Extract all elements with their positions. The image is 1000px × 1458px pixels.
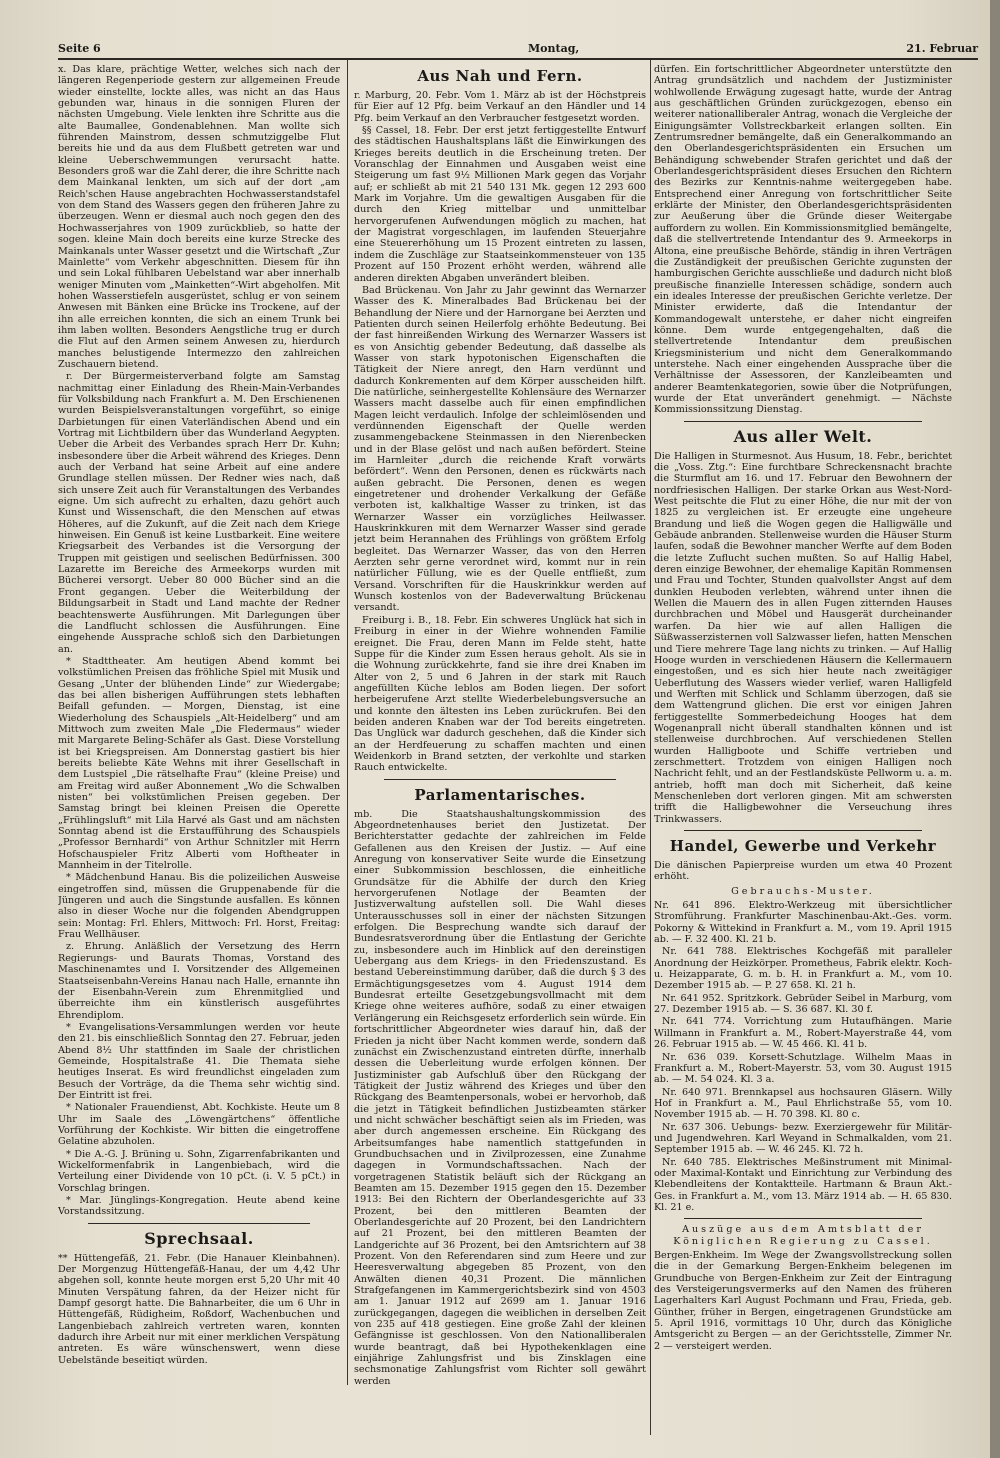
column-divider — [650, 60, 651, 1435]
article-maedchenbund: * Mädchenbund Hanau. Bis die polizeilichen Ausweise eingetroffen sind, müssen die Gruppenabende für die Jüngeren und auch die Singstunde ausfallen. Es können also in dieser Woche nur die folgenden Abendgruppen sein: Montag: Frl. Ehlers, Mittwoch: Frl. Horst, Freitag: Frau Wellhäuser. — [58, 872, 340, 941]
article-evangelisation: * Evangelisations-Versammlungen werden vor heute den 21. bis einschließlich Sonntag den 27. Februar, jeden Abend 8½ Uhr stattfinden im Saale der christlichen Gemeinde, Hospitalstraße 41. Die Themata siehe heutiges Inserat. Es wird freundlichst eingeladen zum Besuch der Vorträge, da die Thema sehr wichtig sind. Der Eintritt ist frei. — [58, 1021, 340, 1101]
patent-entry: Nr. 641 896. Elektro-Werkzeug mit übersichtlicher Stromführung. Frankfurter Maschinenbau-Akt.-Ges. vorm. Pokorny & Wittekind in Frankfurt a. M., vom 19. April 1915 ab. — F. 32 400. Kl. 21 b. — [654, 900, 952, 946]
header-rule — [58, 58, 978, 60]
article-stadttheater: * Stadttheater. Am heutigen Abend kommt bei volkstümlichen Preisen das fröhliche Spiel mit Musik und Gesang „Unter der blühenden Linde“ zur Wiedergabe; das bei allen bisherigen Aufführungen stets lebhaften Beifall gefunden. — Morgen, Dienstag, ist eine Wiederholung des Schauspiels „Alt-Heidelberg“ und am Mittwoch zum zweiten Male „Die Fledermaus“ wieder mit Margarete Beling-Schäfer als Gast. Diese Vorstellung ist bei Kriegspreisen. Am Donnerstag gastiert bis hier bereits beliebte Käte Wehns mit ihrer Gesellschaft in dem Lustspiel „Die rätselhafte Frau“ (kleine Preise) und am Freitag wird außer Abonnement „Wo die Schwalben nisten“ bei volkstümlichen Preisen gegeben. Der Samstag bringt bei kleinen Preisen die Operette „Frühlingsluft“ mit Lila Harvé als Gast und am nächsten Sonntag abend ist die Erstaufführung des Schauspiels „Professor Bernhardi“ von Arthur Schnitzler mit Herrn Hofschauspieler Fritz Alberti vom Hoftheater in Mannheim in der Titelrolle. — [58, 655, 340, 872]
article-frauendienst: * Nationaler Frauendienst, Abt. Kochkiste. Heute um 8 Uhr im Saale des „Löwengärtchens“ öffentliche Vorführung der Kochkiste. Wir bitten die eingetroffene Gelatine abzuholen. — [58, 1102, 340, 1148]
article-ehrung: z. Ehrung. Anläßlich der Versetzung des Herrn Regierungs- und Baurats Thomas, Vorstand des Maschinenamtes und I. Vorsitzender des Allgemeinen Staatseisenbahn-Vereins Hanau nach Halle, ernannte ihn der Eisenbahn-Verein zum Ehrenmitglied und überreichte ihm ein künstlerisch ausgeführtes Ehrendiplom. — [58, 941, 340, 1021]
article-freiburg: Freiburg i. B., 18. Febr. Ein schweres Unglück hat sich in Freiburg in einer in der Wiehre wohnenden Familie ereignet. Die Frau, deren Mann im Felde steht, hatte Suppe für die Kinder zum Essen heraus geholt. Als sie in die Wohnung zurückkehrte, fand sie ihre drei Knaben im Alter von 2, 5 und 6 Jahren in der stark mit Rauch angefüllten Küche leblos am Boden liegen. Der sofort herbeigerufene Arzt stellte Wiederbelebungsversuche an und konnte den ältesten ins Leben zurückrufen. Bei den beiden anderen Knaben war der Tod bereits eingetreten. Das Unglück war dadurch geschehen, daß die Kinder sich an der Herdfeuerung zu schaffen machten und einen Weidenkorb in Brand setzten, der verkohlte und starken Rauch entwickelte. — [354, 614, 646, 774]
article-cassel: §§ Cassel, 18. Febr. Der erst jetzt fertiggestellte Entwurf des städtischen Haushaltsplans läßt die Einwirkungen des Krieges bereits deutlich in die Erscheinung treten. Der Voranschlag der Einnahmen und Ausgaben weist eine Steigerung um fast 9½ Millionen Mark gegen das Vorjahr auf; er schließt ab mit 21 540 131 Mk. gegen 12 293 600 Mark im Vorjahre. Um die gewaltigen Ausgaben für die durch den Krieg mittelbar und unmittelbar hervorgerufenen Aufwendungen möglich zu machen, hat der Magistrat vorgeschlagen, im laufenden Steuerjahre eine Steuererhöhung um 15 Prozent eintreten zu lassen, indem die Zuschläge zur Staatseinkommensteuer von 135 Prozent auf 150 Prozent erhöht werden, während alle anderen direkten Abgaben unverändert bleiben. — [354, 125, 646, 284]
patent-entry: Nr. 640 785. Elektrisches Meßinstrument mit Minimal- oder Maximal-Kontakt und Einrichtung zur Verbindung des Klebendleitens der Kontaktteile. Hartmann & Braun Akt.-Ges. in Frankfurt a. M., vom 13. März 1914 ab. — H. 65 830. Kl. 21 e. — [654, 1156, 952, 1213]
article-bruening: * Die A.-G. J. Brüning u. Sohn, Zigarrenfabrikanten und Wickelformenfabrik in Langenbiebach, wird die Verteilung einer Dividende von 10 pCt. (i. V. 5 pCt.) in Vorschlag bringen. — [58, 1148, 340, 1194]
article-parlament-continued: dürfen. Ein fortschrittlicher Abgeordneter unterstützte den Antrag grundsätzlich und nachdem der Justizminister wohlwollende Erwägung zugesagt hatte, wurde der Antrag aus geschäftlichen Gründen zurückgezogen, ebenso ein weiterer nationalliberaler Antrag, wonach die Vergleiche der Einigungsämter Vollstreckbarkeit erlangen sollten. Ein Zentrumsredner bemängelte, daß ein Generalkommando an den Oberlandesgerichtspräsidenten ein Ersuchen um Behändigung schwebender Strafen gerichtet und daß der Oberlandesgerichtspräsident dieses Ersuchen den Richtern des Bezirks zur Kenntnis-nahme weitergegeben habe. Entsprechend einer Anregung von fortschrittlicher Seite erklärte der Minister, den Oberlandesgerichtspräsidenten zur Aeußerung über die Gründe dieser Weitergabe auffordern zu wollen. Ein Kommissionsmitglied bemängelte, daß die stellvertretende Intendantur des 9. Armeekorps in Altona, eine preußische Behörde, ständig in ihren Verträgen die Zuständigkeit der preußischen Gerichte zugunsten der hamburgischen Gerichte ausschließe und dadurch nicht bloß preußische finanzielle Interessen schädige, sondern auch ein ideales Interesse der preußischen Gerichte verletze. Der Minister erwiderte, daß die Intendantur der Kommandogewalt unterstehe, er daher nicht eingreifen könne. Dem wurde entgegengehalten, daß die stellvertretende Intendantur dem preußischen Kriegsministerium und nicht dem Generalkommando unterstehe. Nach einer eingehenden Aussprache über die Verhältnisse der Assessoren, der Kanzleibeamten und anderer Beamtenkategorien, sowie über die Notprüfungen, wurde der Etat unverändert genehmigt. — Nächste Kommissionssitzung Dienstag. — [654, 64, 952, 416]
column-left — [58, 64, 340, 1364]
section-rule — [88, 1223, 310, 1224]
heading-parlamentarisches: Parlamentarisches. — [414, 785, 586, 804]
patent-entry: Nr. 640 971. Brennkapsel aus hochsauren Gläsern. Willy Hof in Frankfurt a. M., Paul Ehrlichstraße 55, vom 10. November 1915 ab. — H. 70 398. Kl. 80 c. — [654, 1086, 952, 1121]
heading-gebrauchsmuster: Gebrauchs-Muster. — [731, 885, 875, 897]
article-parlament: mb. Die Staatshaushaltungskommission des Abgeordnetenhauses beriet den Justizetat. Der Berichterstatter gedachte der zahlreichen im Felde Gefallenen aus den Kreisen der Justiz. — Auf eine Anregung von konservativer Seite wurde die Einsetzung einer Subkommission beschlossen, die einheitliche Grundsätze für die Abhilfe der durch den Krieg hervorgerufenen Notlage der Beamten der Justizverwaltung aufstellen soll. Die Wahl dieses Unterausschusses soll in einer der nächsten Sitzungen erfolgen. Die Besprechung wandte sich darauf der Bundesratsverordnung über die Entlastung der Gerichte zu, insbesondere auch im Hinblick auf den dereinstigen Uebergang aus dem Kriegs- in den Friedenszustand. Es bestand Uebereinstimmung darüber, daß die durch § 3 des Ermächtigungsgesetzes vom 4. August 1914 dem Bundesrat erteilte Gesetzgebungsvollmacht mit dem Kriege ohne weiteres aufhöre, sodaß zu einer etwaigen Verlängerung ein Reichsgesetz erforderlich sein würde. Ein fortschrittlicher Abgeordneter wies darauf hin, daß der Frieden ja nicht über Nacht kommen werde, sondern daß zunächst ein Zwischenzustand eintreten dürfte, innerhalb dessen die Ueberleitung wurde erfolgen können. Der Justizminister gab Aufschluß über den Rückgang der Tätigkeit der Justiz während des Krieges und über den Rückgang des Beamtenpersonals, wobei er hervorhob, daß die jetzt in Tätigkeit befindlichen Justizbeamten stärker und nicht schwächer beschäftigt seien als im Frieden, was aber durch angemessen erscheine. Ein Rückgang des Arbeitsumfanges habe namentlich stattgefunden in Grundbuchsachen und in Zivilprozessen, eine Zunahme dagegen in Vormundschaftssachen. Nach der vorgetragenen Statistik beläuft sich der Rückgang an Beamten am 15. Dezember 1915 gegen den 15. Dezember 1913: Bei den Richtern der Oberlandesgerichte auf 33 Prozent, bei den mittleren Beamten der Oberlandesgerichte auf 20 Prozent, bei den Landrichtern auf 21 Prozent, bei den mittleren Beamten der Landgerichte auf 36 Prozent, bei den Amtsrichtern auf 38 Prozent. Von den Referendaren sind zum Heere und zur Heeresverwaltung abgegeben 85 Prozent, von den Anwälten dienen 40,31 Prozent. Die männlichen Strafgefangenen im Kammergerichtsbezirk sind von 4503 am 1. Januar 1912 auf 2699 am 1. Januar 1916 zurückgegangen, dagegen die weiblichen in derselben Zeit von 235 auf 418 gestiegen. Eine große Zahl der kleinen Gefängnisse ist geschlossen. Von den Nationalliberalen wurde beantragt, daß bei Hypothekenklagen eine einjährige Zahlungsfrist und bis Zinsklagen eine sechsmonatige Zahlungsfrist vom Richter soll gewährt werden — [354, 808, 646, 1387]
column-right — [654, 64, 952, 1434]
section-rule — [384, 779, 616, 780]
article-brueckenau: Bad Brückenau. Von Jahr zu Jahr gewinnt das Wernarzer Wasser des K. Mineralbades Bad Brückenau bei der Behandlung der Niere und der Harnorgane bei Aerzten und Patienten durch seinen Heilerfolg erhöhte Bedeutung. Bei der fast hinreißenden Wirkung des Wernarzer Wassers ist es von Ansichtig gebender Bedeutung, daß dasselbe als Wasser von stark hypotonischen Eigenschaften die Tätigkeit der Niere anregt, den Harn verdünnt und dadurch Konkrementen auf dem Körper ausscheiden hilft. Die natürliche, seinhergestellte Kohlensäure des Wernarzer Wassers macht dasselbe auch für einen empfindlichen Magen leicht verdaulich. Infolge der schleimlösenden und verdünnenden Eigenschaft der Quelle werden zusammengebackene Steinmassen in den Nierenbecken und in der Blase gelöst und nach außen befördert. Steine im Harnleiter „durch die reichende Kraft vorwärts befördert“. Wenn den Personen, denen es rückwärts nach außen gebracht. Die Personen, denen es wegen eingetretener und drohender Verkalkung der Gefäße verboten ist, kalkhaltige Wasser zu trinken, ist das Wernarzer Wasser ein vorzügliches Heilwasser. Hauskrinkkuren mit dem Wernarzer Wasser sind gerade jetzt beim Herannahen des Frühlings von größtem Erfolg begleitet. Das Wernarzer Wasser, das von den Herren Aerzten sehr gerne verordnet wird, kommt nur in rein natürlicher Füllung, wie es der Quelle entfließt, zum Versand. Vorschriften für die Hauskrinkkur werden auf Wunsch kostenlos von der Badeverwaltung Brückenau versandt. — [354, 284, 646, 614]
patent-entry: Nr. 641 952. Spritzkork. Gebrüder Seibel in Marburg, vom 27. Dezember 1915 ab. — S. 36 687. Kl. 30 f. — [654, 992, 952, 1016]
patent-entry: Nr. 641 788. Elektrisches Kochgefäß mit paralleler Anordnung der Heizkörper. Prometheus, Fabrik elektr. Koch- u. Heizapparate, G. m. b. H. in Frankfurt a. M., vom 10. Dezember 1915 ab. — P. 27 658. Kl. 21 h. — [654, 946, 952, 992]
article-marburg: r. Marburg, 20. Febr. Vom 1. März ab ist der Höchstpreis für Eier auf 12 Pfg. beim Verkauf an den Händler und 14 Pfg. beim Verkauf an den Verbraucher festgesetzt worden. — [354, 90, 646, 124]
scan-edge — [990, 0, 1000, 1458]
section-rule — [684, 1218, 922, 1219]
heading-handel: Handel, Gewerbe und Verkehr — [669, 837, 937, 855]
article-papierpreise: Die dänischen Papierpreise wurden um etwa 40 Prozent erhöht. — [654, 860, 952, 883]
article-buergermeister: r. Der Bürgermeisterverband folgte am Samstag nachmittag einer Einladung des Rhein-Main-Verbandes für Volksbildung nach Frankfurt a. M. Den Erschienenen wurden Beispielsveranstaltungen vorgeführt, so einige Darbietungen für einen Vaterländischen Abend und ein Vortrag mit Lichtbildern über das Wunderland Aegypten. Ueber die Arbeit des Verbandes sprach Herr Dr. Kuhn; insbesondere über die Arbeit während des Krieges. Denn auch der Verband hat seine Arbeit auf eine andere Grundlage stellen müssen. Der Redner wies nach, daß sich unsere Zeit auch für Veranstaltungen des Verbandes eigne. Um sich aufrecht zu erhalten, dazu gehört auch Kunst und Wissenschaft, die den Menschen auf etwas Höheres, auf die Zukunft, auf die Zeit nach dem Kriege hinweisen. Ein Genuß ist keine Lustbarkeit. Eine weitere Kriegsarbeit des Verbandes ist die Versorgung der Truppen mit geistigen und seelischen Bedürfnissen. 300 Lazarette im Bereiche des Armeekorps wurden mit Bücherei versorgt. Ueber 80 000 Bücher sind an die Front gegangen. Ueber die Weiterbildung der Bildungsarbeit in Stadt und Land machte der Redner beachtenswerte Ausführungen. Mit Darlegungen über die Landflucht schlossen die Ausführungen. Eine eingehende Aussprache schloß sich den Darbietungen an. — [58, 371, 340, 655]
section-rule — [684, 830, 922, 831]
article-bergen-enkheim: Bergen-Enkheim. Im Wege der Zwangsvollstreckung sollen die in der Gemarkung Bergen-Enkheim belegenen im Grundbuche von Bergen-Enkheim zur Zeit der Eintragung des Versteigerungsvermerks auf den Namen des früheren Lagerhalters Karl August Pochmann und Frau, Frieda, geb. Günther, früher in Bergen, eingetragenen Grundstücke am 5. April 1916, vormittags 10 Uhr, durch das Königliche Amtsgericht zu Bergen — an der Gerichtsstelle, Zimmer Nr. 2 — versteigert werden. — [654, 1250, 952, 1352]
date: 21. Februar — [906, 42, 978, 55]
article-kongregation: * Mar. Jünglings-Kongregation. Heute abend keine Vorstandssitzung. — [58, 1195, 340, 1218]
heading-aus-nah-und-fern: Aus Nah und Fern. — [417, 67, 583, 85]
patent-entry: Nr. 636 039. Korsett-Schutzlage. Wilhelm Maas in Frankfurt a. M., Robert-Mayerstr. 53, vom 30. August 1915 ab. — M. 54 024. Kl. 3 a. — [654, 1051, 952, 1086]
heading-amtsblatt: Auszüge aus dem Amtsblatt der Königlichen Regierung zu Cassel. — [673, 1224, 933, 1247]
section-rule — [684, 421, 922, 422]
column-divider — [347, 60, 348, 1385]
page-number: Seite 6 — [58, 42, 101, 55]
patent-entry: Nr. 637 306. Uebungs- bezw. Exerziergewehr für Militär- und Jugendwehren. Karl Weyand in Schmalkalden, vom 21. September 1915 ab. — W. 46 245. Kl. 72 h. — [654, 1121, 952, 1156]
article-halligen: Die Halligen in Sturmesnot. Aus Husum, 18. Febr., berichtet die „Voss. Ztg.“: Eine furchtbare Schreckensnacht brachte die Sturmflut am 16. und 17. Februar den Bewohnern der nordfriesischen Halligen. Der starke Orkan aus West-Nord-West peitschte die Flut zu einer Höhe, die nur mit der von 1825 zu vergleichen ist. Er erzeugte eine ungeheure Brandung und ließ die Wogen gegen die Halligwälle und Gebäude anbranden. Stellenweise wurden die Häuser Sturm laufen, sodaß die Bewohner mancher Werfte auf dem Boden die letzte Zuflucht suchen mußten. So auf Hallig Habel, deren einzige Bewohner, der ehemalige Kapitän Rommensen und Frau und Tochter, Stunden qualvollster Angst auf dem dunklen Heuboden verlebten, während unter ihnen die Wellen die Mauern des in allen Fugen zitternden Hauses durchbrachen und Möbel und Hausgerät durcheinander warfen. Da hier wie auf allen Halligen die Süßwasserzisternen voll Salzwasser liefen, hatten Menschen und Tiere mehrere Tage lang nichts zu trinken. — Auf Hallig Hooge wurden in verschiedenen Häusern die Kellermauern eingestoßen, und es sich hier heute nach zweitägiger Ueberflutung des Wassers wieder verlief, waren Halligfeld und Werften mit Schlick und Schlamm überzogen, daß sie dem Wattengrund glichen. Die erst vor einigen Jahren fertiggestellte Sommerbedeichung Hooges hat dem Wogenanprall nicht überall standhalten können und ist stellenweise durchbrochen. Auf verschiedenen Stellen wurden Halligboote und Schiffe vertrieben und zerschmettert. Trotzdem von einigen Halligen noch Nachricht fehlt, und an der Festlandsküste Pellworm u. a. m. antrieb, hofft man doch mit Sicherheit, daß keine Menschenleben dort verloren gingen. Mit am schwersten trifft die Halligbewohner die Verseuchung ihres Trinkwassers. — [654, 450, 952, 825]
weekday: Montag, — [528, 42, 580, 55]
heading-aus-aller-welt: Aus aller Welt. — [733, 426, 873, 446]
heading-sprechsaal: Sprechsaal. — [144, 1228, 254, 1248]
column-middle — [354, 64, 646, 1434]
article-sprechsaal: ** Hüttengefäß, 21. Febr. (Die Hanauer Kleinbahnen). Der Morgenzug Hüttengefäß-Hanau, der um 4,42 Uhr abgehen soll, konnte heute morgen erst 5,20 Uhr mit 40 Minuten Verspätung fahren, da der Heizer nicht für Dampf gesorgt hatte. Die Bahnarbeiter, die um 6 Uhr in Hüttengefäß, Rüdigheim, Roßdorf, Wachenbuchen und Langenbiebach zahlreich vertreten waren, konnten dadurch ihre Arbeit nur mit einer merklichen Verspätung antreten. Es wäre wünschenswert, wenn diese Uebelstände beseitigt würden. — [58, 1252, 340, 1364]
article-weather: x. Das klare, prächtige Wetter, welches sich nach der längeren Regenperiode gestern zur allgemeinen Freude wieder einstellte, lockte alles, was nicht an das Haus gebunden war, hinaus in die sonnigen Fluren der nächsten Umgebung. Viele lenkten ihre Schritte aus die alte Baumallee, Gondenablehnen. Man wollte sich führenden Mainstrom, dessen schmutziggelbe Flut bereits hie und da aus dem Flußbett getreten war und kleine Ueberschwemmungen verursacht hatte. Besonders groß war die Zahl derer, die ihre Schritte nach dem Mainkanal lenkten, um sich auf der dort „am Reich'schen Hause angebrachten Hochwasserstandstafel von dem Stand des Wassers gegen den früheren Jahre zu überzeugen. Wenn er diesmal auch noch gegen den des Hochwasserjahres von 1909 zurückblieb, so hatte der sogen. kleine Main doch bereits eine kurze Strecke des Mainkanals unter Wasser gesetzt und die Wirtschaft „Zur Mainlette“ vom Verkehr abgeschnitten. Diesem für ihn und sein Lokal fühlbaren Uebelstand war aber innerhalb weniger Minuten vom „Mainketten“-Wirt abgeholfen. Mit hohen Wasserstiefeln ausgerüstet, schlug er von seinem Anwesen mit Bänken eine Brücke ins Trockene, auf der ihn alle erreichen konnten, die sich an einem Trunk bei ihm laben wollten. Besonders Aengstliche trug er durch die Flut auf den Armen seinem Anwesen zu, hierdurch manches belustigende Intermezzo den zahlreichen Zuschauern bietend. — [58, 64, 340, 370]
patent-entry: Nr. 641 774. Vorrichtung zum Hutaufhängen. Marie Willmann in Frankfurt a. M., Robert-Mayerstraße 44, vom 26. Februar 1915 ab. — W. 45 466. Kl. 41 b. — [654, 1016, 952, 1051]
